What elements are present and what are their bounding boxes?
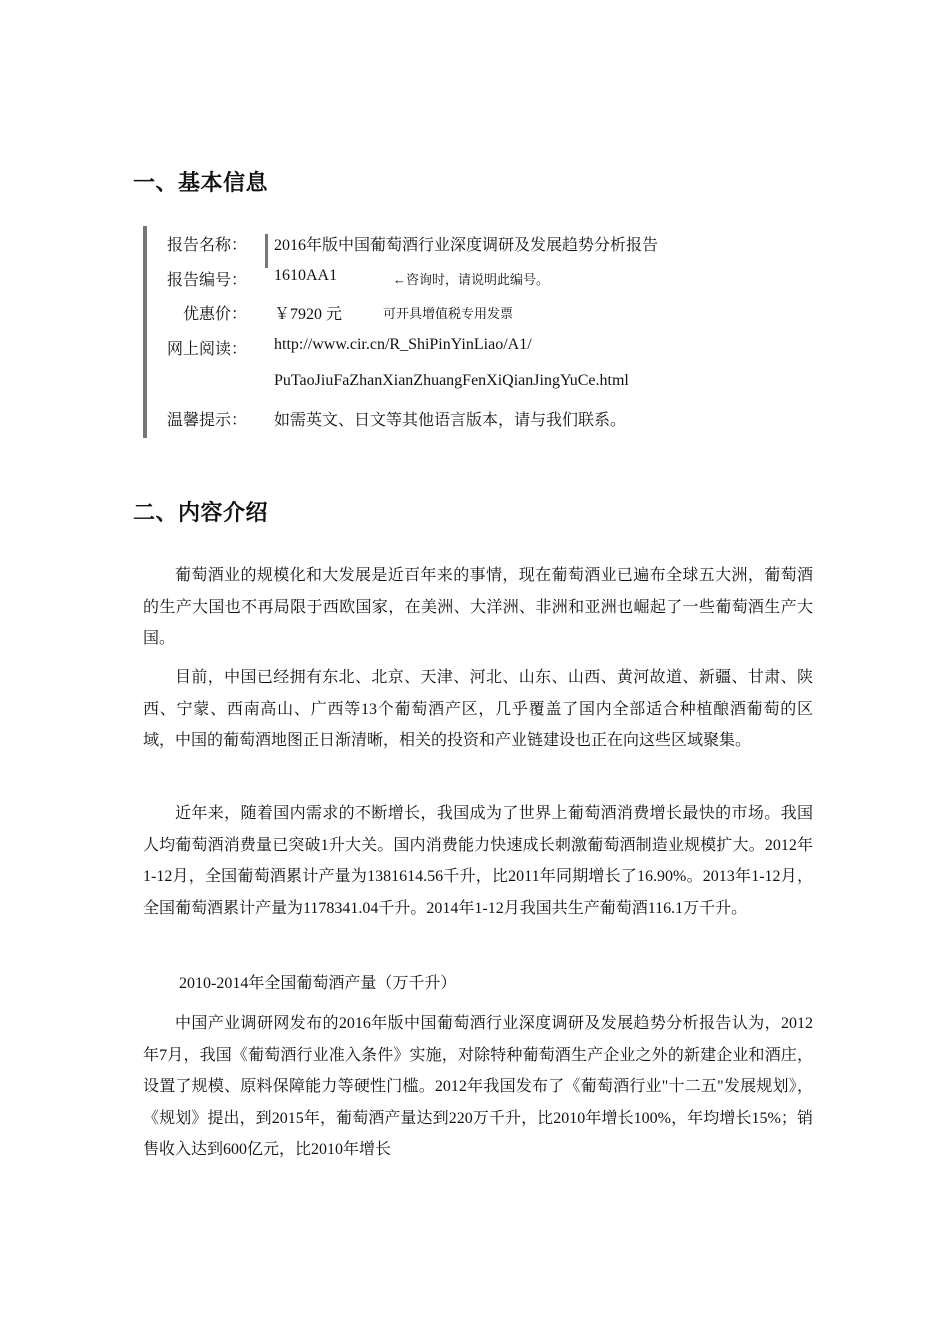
report-code-note: ←咨询时，请说明此编号。 [393, 272, 550, 287]
paragraph-2: 目前，中国已经拥有东北、北京、天津、河北、山东、山西、黄河故道、新疆、甘肃、陕西、宁蒙、西南高山、广西等13个葡萄酒产区，几乎覆盖了国内全部适合种植酿酒葡萄的区域，中国的葡萄酒地图正日渐清晰，相关的投资和产业链建设也正在向这些区域聚集。 [143, 669, 813, 749]
price-note: 可开具增值税专用发票 [383, 306, 514, 321]
tip-label: 温馨提示： [167, 412, 248, 429]
tip-value: 如需英文、日文等其他语言版本，请与我们联系。 [274, 412, 627, 429]
paragraph-1: 葡萄酒业的规模化和大发展是近百年来的事情，现在葡萄酒业已遍布全球五大洲，葡萄酒的生产大国也不再局限于西欧国家，在美洲、大洋洲、非洲和亚洲也崛起了一些葡萄酒生产大国。 [143, 567, 813, 647]
section-title-content: 二、内容介绍 [133, 501, 269, 526]
price-value: ￥7920 元 [274, 306, 343, 323]
url-line-1[interactable]: http://www.cir.cn/R_ShiPinYinLiao/A1/ [274, 336, 532, 353]
url-label: 网上阅读： [167, 341, 248, 358]
info-box [143, 226, 827, 438]
price-label: 优惠价： [182, 306, 247, 323]
report-name-value: 2016年版中国葡萄酒行业深度调研及发展趋势分析报告 [274, 237, 659, 254]
paragraph-4: 中国产业调研网发布的2016年版中国葡萄酒行业深度调研及发展趋势分析报告认为，2012年7月，我国《葡萄酒行业准入条件》实施，对除特种葡萄酒生产企业之外的新建企业和酒庄，设置了规模、原料保障能力等硬性门槛。2012年我国发布了《葡萄酒行业"十二五"发展规划》，《规划》提出，到2015年，葡萄酒产量达到220万千升，比2010年增长100%，年均增长15%；销售收入达到600亿元，比2010年增长 [143, 1015, 813, 1158]
report-name-label: 报告名称： [167, 237, 248, 254]
url-line-2[interactable]: PuTaoJiuFaZhanXianZhuangFenXiQianJingYuCe.html [274, 372, 629, 389]
name-divider [265, 234, 268, 268]
section-title-basic-info: 一、基本信息 [133, 171, 269, 196]
paragraph-3: 近年来，随着国内需求的不断增长，我国成为了世界上葡萄酒消费增长最快的市场。我国人均葡萄酒消费量已突破1升大关。国内消费能力快速成长刺激葡萄酒制造业规模扩大。2012年1-12月，全国葡萄酒累计产量为1381614.56千升，比2011年同期增长了16.90%。2013年1-12月，全国葡萄酒累计产量为1178341.04千升。2014年1-12月我国共生产葡萄酒116.1万千升。 [143, 805, 813, 917]
report-code-label: 报告编号： [167, 272, 248, 289]
figure-caption: 2010-2014年全国葡萄酒产量（万千升） [179, 975, 457, 992]
report-code-value: 1610AA1 [274, 267, 338, 284]
